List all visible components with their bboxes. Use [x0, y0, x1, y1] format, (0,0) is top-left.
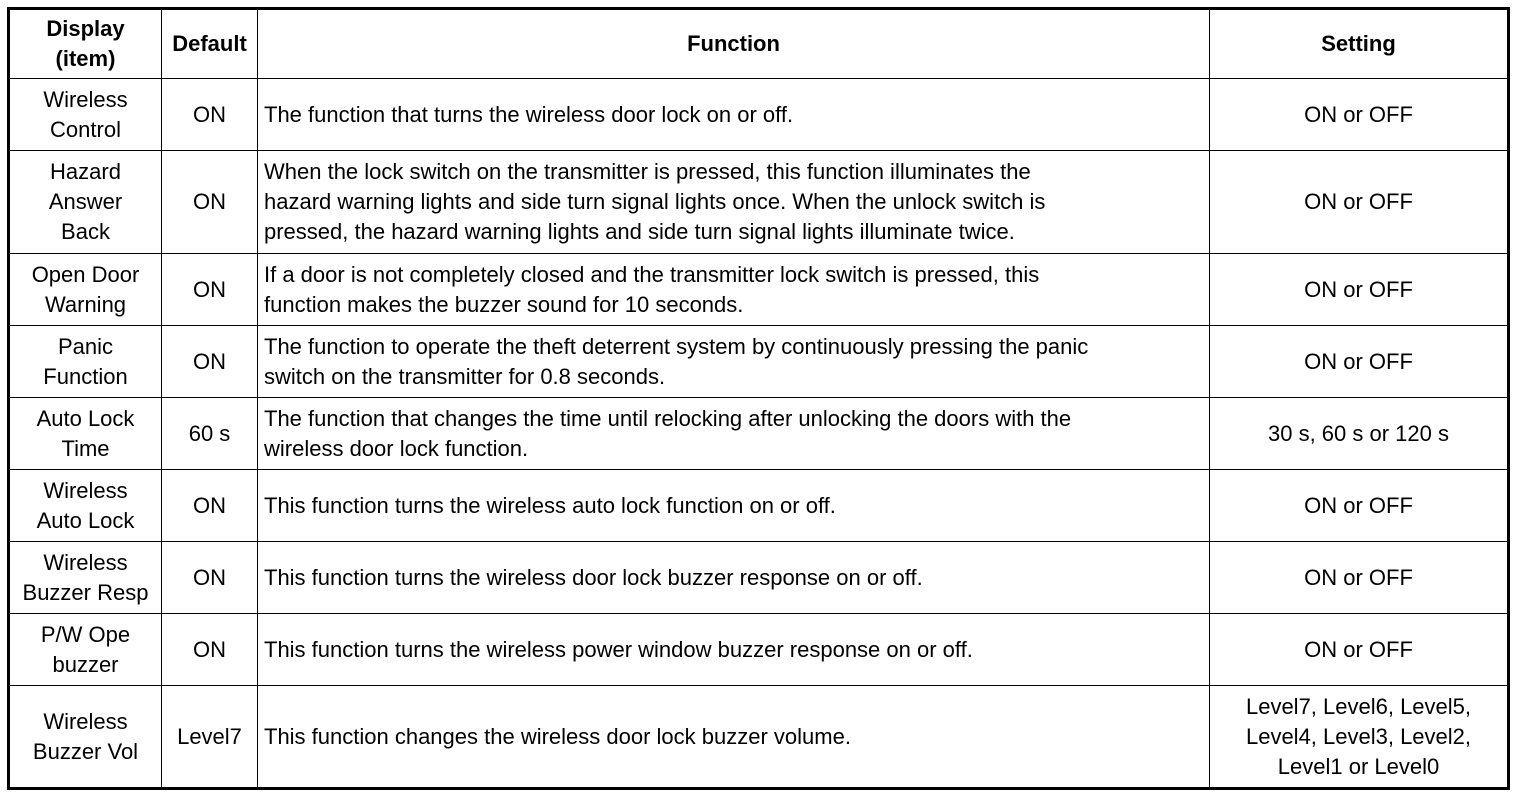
- cell-default: 60 s: [162, 398, 258, 470]
- cell-function: This function turns the wireless auto lock function on or off.: [258, 470, 1210, 542]
- cell-default: ON: [162, 326, 258, 398]
- header-display: Display (item): [9, 9, 162, 79]
- cell-function: When the lock switch on the transmitter is pressed, this function illuminates the hazard warning lights and side turn signal lights once. When the unlock switch is pressed, the hazard warning lights and side turn signal lights illuminate twice.: [258, 151, 1210, 254]
- cell-setting: ON or OFF: [1210, 470, 1509, 542]
- cell-display: Wireless Control: [9, 79, 162, 151]
- header-setting: Setting: [1210, 9, 1509, 79]
- cell-setting: ON or OFF: [1210, 326, 1509, 398]
- cell-function: This function changes the wireless door lock buzzer volume.: [258, 686, 1210, 789]
- customize-settings-table: [7, 7, 1510, 790]
- table-row: [9, 79, 1509, 151]
- cell-display: Panic Function: [9, 326, 162, 398]
- header-row: [9, 9, 1509, 79]
- cell-setting: ON or OFF: [1210, 542, 1509, 614]
- cell-display: Auto Lock Time: [9, 398, 162, 470]
- cell-function: This function turns the wireless power window buzzer response on or off.: [258, 614, 1210, 686]
- table-row: [9, 254, 1509, 326]
- cell-setting: ON or OFF: [1210, 79, 1509, 151]
- cell-display: Hazard Answer Back: [9, 151, 162, 254]
- cell-setting: ON or OFF: [1210, 151, 1509, 254]
- cell-setting: Level7, Level6, Level5, Level4, Level3, Level2, Level1 or Level0: [1210, 686, 1509, 789]
- cell-default: ON: [162, 614, 258, 686]
- table-row: [9, 542, 1509, 614]
- cell-default: ON: [162, 542, 258, 614]
- cell-function: This function turns the wireless door lock buzzer response on or off.: [258, 542, 1210, 614]
- cell-default: Level7: [162, 686, 258, 789]
- header-function: Function: [258, 9, 1210, 79]
- table-body: [9, 79, 1509, 789]
- cell-setting: 30 s, 60 s or 120 s: [1210, 398, 1509, 470]
- cell-setting: ON or OFF: [1210, 254, 1509, 326]
- cell-display: Wireless Buzzer Vol: [9, 686, 162, 789]
- table-row: [9, 686, 1509, 789]
- cell-function: The function that changes the time until relocking after unlocking the doors with the wireless door lock function.: [258, 398, 1210, 470]
- cell-default: ON: [162, 254, 258, 326]
- table-row: [9, 470, 1509, 542]
- table-row: [9, 398, 1509, 470]
- cell-display: P/W Ope buzzer: [9, 614, 162, 686]
- cell-display: Wireless Auto Lock: [9, 470, 162, 542]
- cell-setting: ON or OFF: [1210, 614, 1509, 686]
- cell-function: The function to operate the theft deterrent system by continuously pressing the panic switch on the transmitter for 0.8 seconds.: [258, 326, 1210, 398]
- cell-display: Wireless Buzzer Resp: [9, 542, 162, 614]
- cell-default: ON: [162, 470, 258, 542]
- table-header: [9, 9, 1509, 79]
- header-default: Default: [162, 9, 258, 79]
- cell-function: If a door is not completely closed and the transmitter lock switch is pressed, this function makes the buzzer sound for 10 seconds.: [258, 254, 1210, 326]
- cell-default: ON: [162, 79, 258, 151]
- cell-function: The function that turns the wireless door lock on or off.: [258, 79, 1210, 151]
- table-row: [9, 326, 1509, 398]
- cell-default: ON: [162, 151, 258, 254]
- cell-display: Open Door Warning: [9, 254, 162, 326]
- table-row: [9, 151, 1509, 254]
- table-row: [9, 614, 1509, 686]
